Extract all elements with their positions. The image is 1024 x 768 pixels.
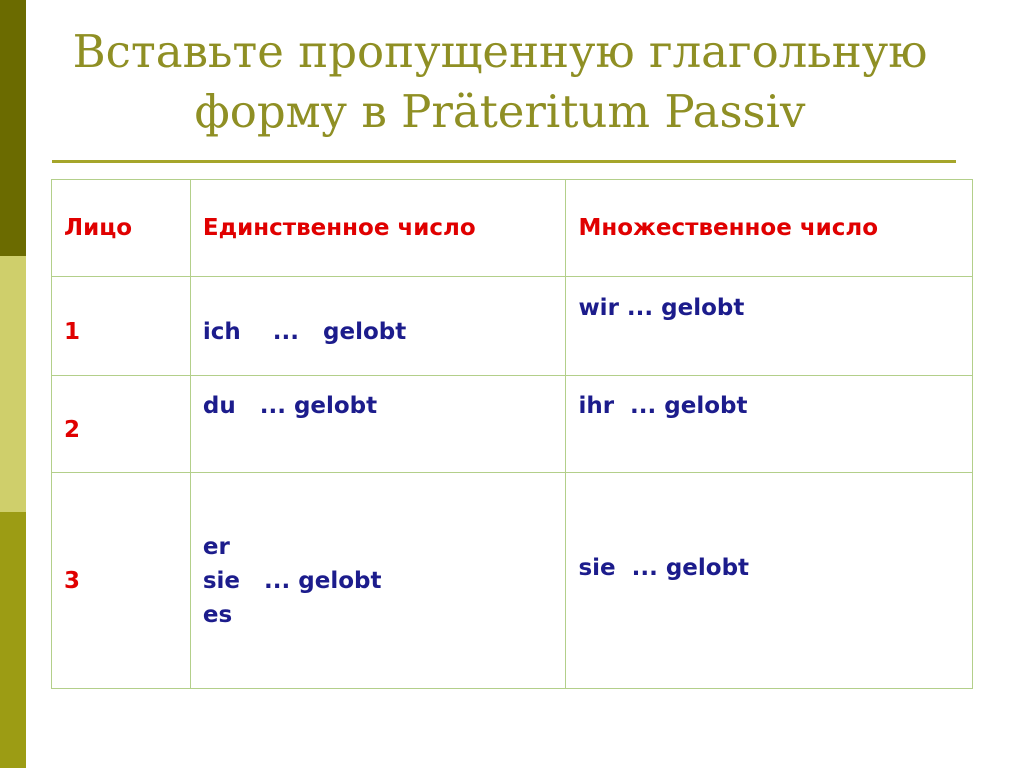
slide-title — [40, 22, 960, 142]
singular-form: er — [202, 533, 230, 560]
plural-form: sie ... gelobt — [578, 554, 750, 581]
sidebar-stripe-mid — [0, 512, 26, 768]
title-underline — [52, 160, 956, 163]
sidebar-stripe-light — [0, 256, 26, 512]
table-header-row — [52, 180, 973, 277]
singular-cell — [190, 376, 566, 473]
slide-title-line-1: Вставьте пропущенную глагольную — [72, 25, 928, 78]
singular-form: sie ... gelobt — [202, 567, 382, 594]
slide-title-line-2: форму в Präteritum Passiv — [194, 85, 806, 138]
singular-cell — [190, 277, 566, 376]
plural-cell — [566, 376, 973, 473]
header-singular: Единственное число — [190, 180, 566, 277]
singular-cell — [190, 473, 566, 689]
plural-cell — [566, 277, 973, 376]
header-person: Лицо — [52, 180, 191, 277]
table-row — [52, 473, 973, 689]
singular-form: ich ... gelobt — [202, 319, 407, 345]
person-cell: 2 — [52, 376, 191, 473]
plural-form: ihr ... gelobt — [578, 393, 748, 419]
conjugation-table — [51, 179, 973, 689]
person-cell: 3 — [52, 473, 191, 689]
plural-cell — [566, 473, 973, 689]
table-row — [52, 277, 973, 376]
table-row — [52, 376, 973, 473]
singular-form: es — [202, 601, 233, 628]
person-cell: 1 — [52, 277, 191, 376]
plural-form: wir ... gelobt — [578, 295, 745, 321]
sidebar-stripe-dark — [0, 0, 26, 256]
header-plural: Множественное число — [566, 180, 973, 277]
singular-form: du ... gelobt — [202, 393, 378, 419]
